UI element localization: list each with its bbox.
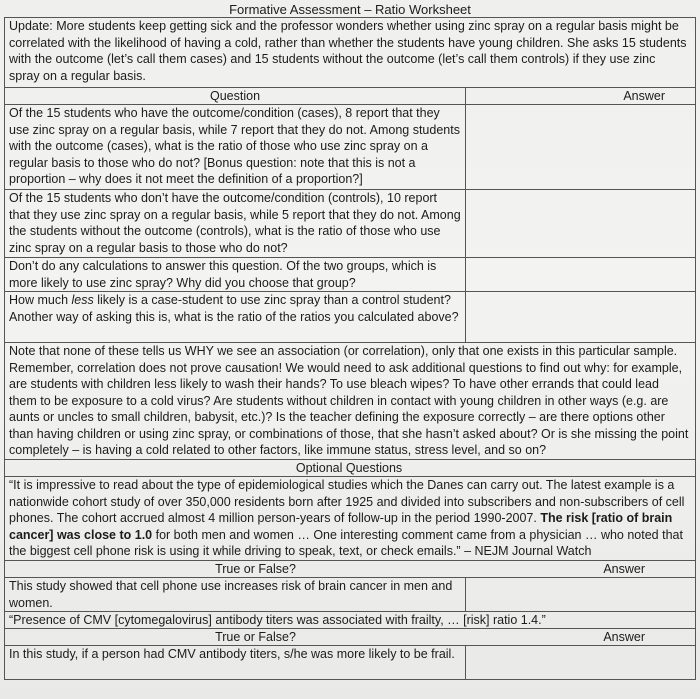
answer-cell-1[interactable] xyxy=(466,105,695,189)
question-row-3 xyxy=(5,258,695,292)
answer-header: Answer xyxy=(623,89,665,103)
question-header: Question xyxy=(5,88,466,104)
question-4-pre: How much xyxy=(9,293,72,307)
quote-2: “Presence of CMV [cytomegalovirus] antibody titers was associated with frailty, … [risk] ratio 1.4.” xyxy=(9,613,546,627)
true-false-label-2: True or False? xyxy=(215,630,296,644)
quote-1-post: for both men and women … One interesting comment came from a physician … who noted that the biggest cell phone risk is using it while driving to speak, text, or check emails.” – NEJM Journal Watch xyxy=(9,527,683,558)
quote-2-row xyxy=(5,612,695,629)
question-row-4 xyxy=(5,292,695,343)
note-text: Note that none of these tells us WHY we see an association (or correlation), only that one exists in this particular sample. Remember, correlation does not prove causation! We would need to ask additional questions to find out why: for example, are students with children less likely to wash their hands? To use bleach wipes? To have other errands that could lead them to be exposure to a cold virus? Are students without children in contact with young children in other ways (e.g. are aunts or uncles to small children, babysit, etc.)? Is the teacher defining the exposure correctly – are there options other than having children or using zinc spray, or combinations of those, that she hasn’t asked about? Or is she missing the point completely – is having a cold related to other factors, like immune status, stress level, and so on? xyxy=(9,344,689,457)
question-row-2 xyxy=(5,190,695,258)
worksheet-table xyxy=(4,17,696,680)
question-row-1 xyxy=(5,105,695,190)
true-false-header-2 xyxy=(5,629,695,646)
statement-1-row xyxy=(5,578,695,612)
question-4-post: likely is a case-student to use zinc spray than a control student? Another way of asking this is, what is the ratio of the ratios you calculated above? xyxy=(9,293,459,324)
answer-cell-4[interactable] xyxy=(466,292,695,342)
question-4-emphasis: less xyxy=(71,293,94,307)
intro-text: Update: More students keep getting sick and the professor wonders whether using zinc spray on a regular basis might be correlated with the likelihood of having a cold, rather than whether the students have young children. She asks 15 students with the outcome (let’s call them cases) and 15 students without the outcome (let’s call them controls) if they use zinc spray on a regular basis. xyxy=(9,19,687,83)
statement-1: This study showed that cell phone use increases risk of brain cancer in men and women. xyxy=(5,578,466,611)
question-text-3: Don’t do any calculations to answer this question. Of the two groups, which is more likely to use zinc spray? Why did you choose that group? xyxy=(5,258,466,291)
intro-row xyxy=(5,18,695,88)
true-false-header-1 xyxy=(5,561,695,578)
optional-heading-row xyxy=(5,460,695,477)
statement-2-answer[interactable] xyxy=(466,646,695,679)
true-false-answer-label-2: Answer xyxy=(603,630,645,644)
quote-1-row xyxy=(5,477,695,561)
question-text-1: Of the 15 students who have the outcome/condition (cases), 8 report that they use zinc spray on a regular basis, while 7 report that they do not. Among students with the outcome (cases), what is the ratio of those who use zinc spray on a regular basis to those who do not? [Bonus question: note that this is not a proportion – why does it not meet the definition of a proportion?] xyxy=(5,105,466,189)
question-text-2: Of the 15 students who don’t have the outcome/condition (controls), 10 report that they use zinc spray on a regular basis, while 5 report that they do not. Among the students without the outcome (controls), what is the ratio of those who use zinc spray on a regular basis to those who do not? xyxy=(5,190,466,257)
quote-1-pre: “It is impressive to read about the type of epidemiological studies which the Danes can carry out. The latest example is a nationwide cohort study of over 350,000 residents born after 1925 and divided into subscribers and non-subscribers of cell phones. The cohort accrued almost 4 million person-years of follow-up in the period 1990-2007. xyxy=(9,478,685,525)
statement-2-row xyxy=(5,646,695,680)
answer-cell-2[interactable] xyxy=(466,190,695,257)
statement-2: In this study, if a person had CMV antibody titers, s/he was more likely to be frail. xyxy=(5,646,466,679)
answer-cell-3[interactable] xyxy=(466,258,695,291)
statement-1-answer[interactable] xyxy=(466,578,695,611)
quote-1-bold: The risk [ratio of brain cancer] was close to 1.0 xyxy=(9,511,673,542)
note-row xyxy=(5,343,695,460)
optional-heading: Optional Questions xyxy=(295,461,403,475)
table-header-row xyxy=(5,88,695,105)
question-text-4 xyxy=(5,292,466,342)
worksheet-title: Formative Assessment – Ratio Worksheet xyxy=(229,2,471,17)
true-false-answer-label-1: Answer xyxy=(603,562,645,576)
true-false-label-1: True or False? xyxy=(215,562,296,576)
